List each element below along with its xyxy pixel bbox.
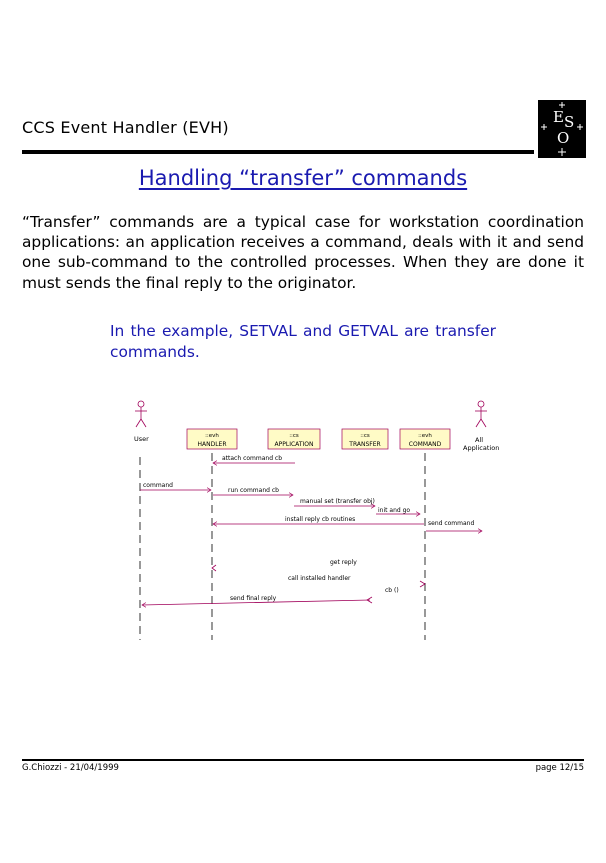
svg-text:::cs: ::cs [289,433,299,439]
msg-attach-command-cb: attach command cb [222,455,283,462]
transfer-note: In the example, SETVAL and GETVAL are transfer commands. [110,322,496,361]
msg-command: command [143,482,173,489]
svg-text:APPLICATION: APPLICATION [274,441,314,448]
svg-text:::evh: ::evh [205,433,219,439]
footer-rule [22,759,584,761]
svg-text:TRANSFER: TRANSFER [349,441,381,448]
object-transfer [342,429,388,449]
object-handler [187,429,237,449]
svg-text:COMMAND: COMMAND [408,441,442,448]
actor-user-label: User [134,435,149,443]
header-title: CCS Event Handler (EVH) [22,118,229,137]
msg-get-reply: get reply [330,559,357,566]
actor-all-application [475,401,487,427]
actor-application-label: Application [463,444,500,452]
svg-text:::evh: ::evh [418,433,432,439]
msg-install-reply-cb: install reply cb routines [285,516,356,523]
object-application [268,429,320,449]
msg-send-final-reply: send final reply [230,595,277,602]
logo-letter-o: O [557,129,570,147]
msg-call-installed-handler: call installed handler [288,575,351,582]
msg-cb: cb () [385,587,399,594]
footer-author-date: G.Chiozzi - 21/04/1999 [22,763,119,773]
msg-run-command-cb: run command cb [228,487,279,494]
page-title: Handling “transfer” commands [138,166,468,190]
footer-page-number: page 12/15 [535,763,584,773]
body-paragraph: “Transfer” commands are a typical case for workstation coordination applications: an application receives a command, deals with it and send one sub-command to the controlled processes. When they are done it must sends the final reply to the originator. [22,213,584,292]
actor-user [135,401,147,427]
object-command [400,429,450,449]
logo-letter-e: E [553,108,564,126]
msg-send-command: send command [428,520,475,527]
sequence-diagram [120,395,500,645]
msg-manual-set: manual set (transfer obj) [300,498,375,505]
logo-letter-s: S [564,113,575,131]
header-rule [22,150,534,154]
svg-text:HANDLER: HANDLER [197,441,227,448]
msg-init-and-go: init and go [378,507,411,514]
svg-text:::cs: ::cs [360,433,370,439]
actor-all-label: All [475,436,484,444]
eso-logo [538,100,586,158]
